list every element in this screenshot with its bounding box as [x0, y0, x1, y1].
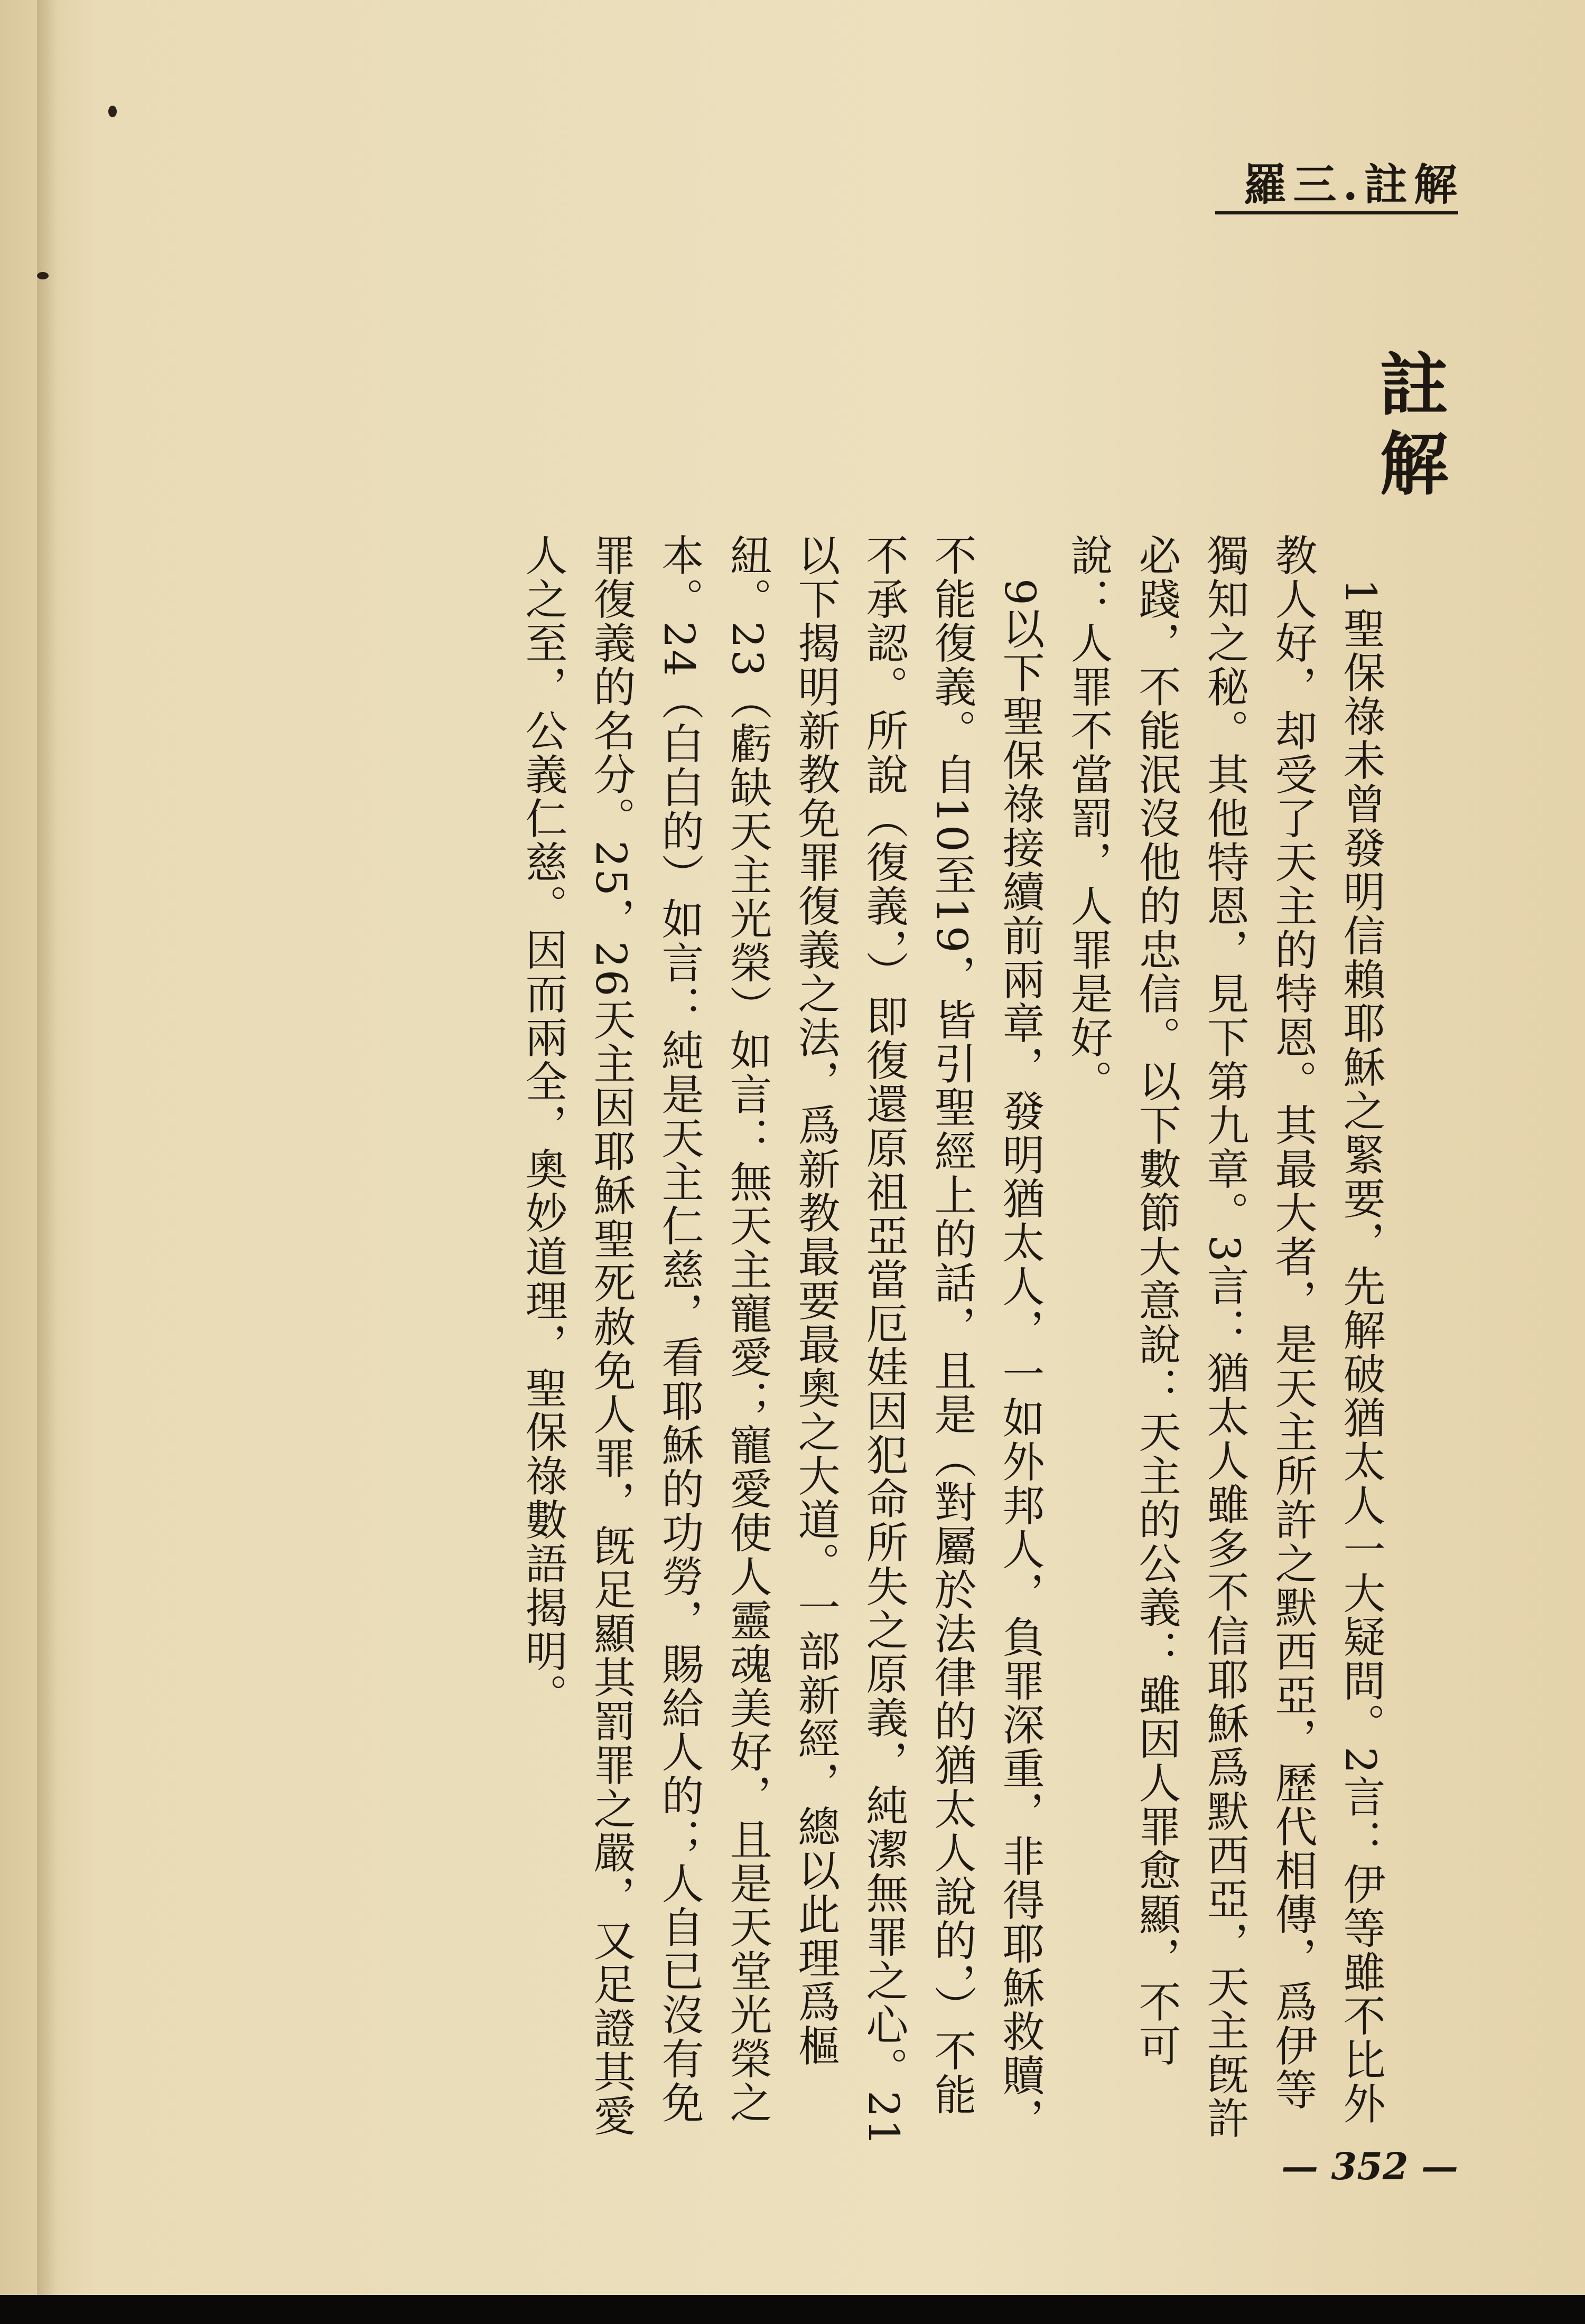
page-number: — 352 —: [1281, 2144, 1458, 2188]
running-header: 羅三.註解: [1243, 160, 1463, 210]
header-rule: [1215, 211, 1458, 214]
ink-speck: [108, 106, 117, 117]
annotation-paragraph-1: 1聖保祿未曾發明信賴耶穌之緊要，先解破猶太人一大疑問。2言：伊等雖不比外教人好，却受了天主的特恩。其最大者，是天主所許之默西亞，歷代相傳，爲伊等獨知之秘。其他特恩，見下第九章。3言：猶太人雖多不信耶穌爲默西亞，天主旣許必踐，不能泯沒他的忠信。以下數節大意說：天主的公義：雖因人罪愈顯，不可說：人罪不當罰，人罪是好。: [1064, 533, 1385, 2140]
page-gutter-shadow: [37, 0, 58, 2324]
scan-bottom-edge: [0, 2295, 1585, 2324]
annotation-body: [518, 533, 1395, 2150]
ink-speck: [37, 272, 49, 279]
annotation-paragraph-2: 9以下聖保祿接續前兩章，發明猶太人，一如外邦人，負罪深重，非得耶穌救贖，不能復義。自10至19，皆引聖經上的話，且是（對屬於法律的猶太人說的，）不能不承認。所說（復義，）即復還原祖亞當厄娃因犯命所失之原義，純潔無罪之心。21以下揭明新教免罪復義之法，爲新教最要最奧之大道。一部新經，總以此理爲樞紐。23（虧缺天主光榮）如言：無天主寵愛；寵愛使人靈魂美好，且是天堂光榮之本。24（白白的）如言：純是天主仁慈，看耶穌的功勞，賜給人的；人自已沒有免罪復義的名分。25，26天主因耶穌聖死赦免人罪，旣足顯其罰罪之嚴，又足證其愛人之至，公義仁慈。因而兩全，奧妙道理，聖保祿數語揭明。: [518, 533, 1045, 2148]
section-title: 註解: [1368, 349, 1449, 507]
